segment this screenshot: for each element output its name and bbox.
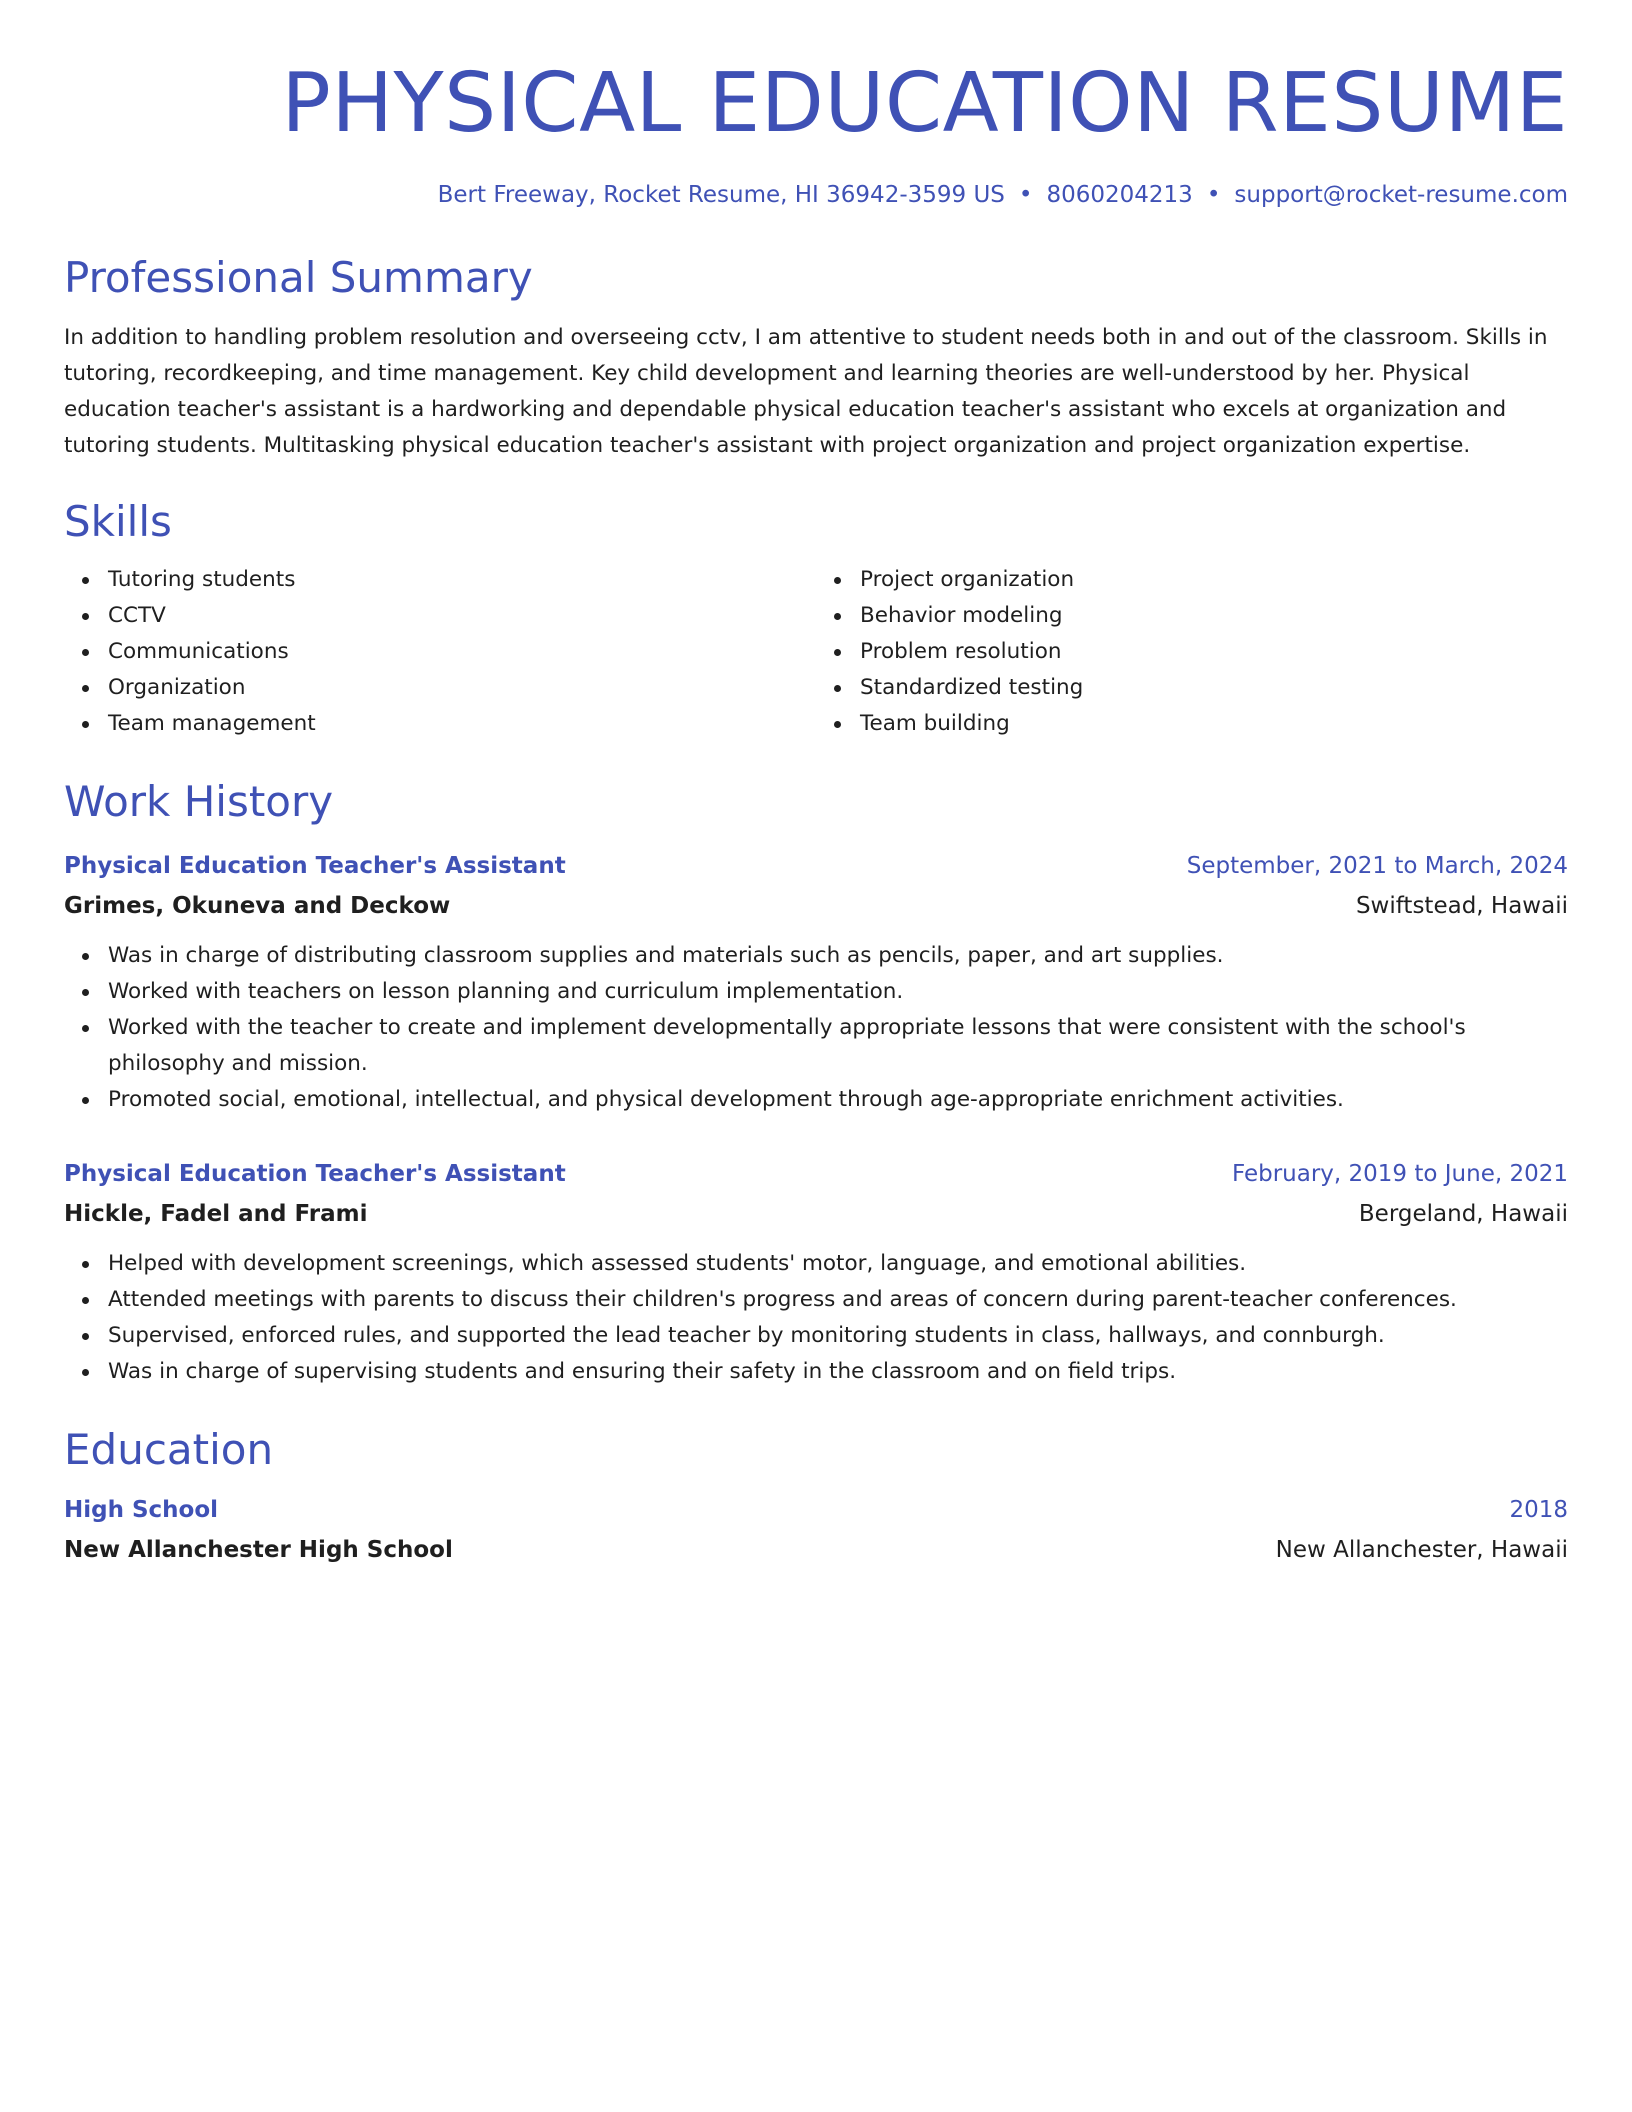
section-heading-summary: Professional Summary (64, 253, 533, 302)
job-duty-item: Worked with the teacher to create and implement developmentally appropriate lessons that were consistent with the school's philosophy and mission. (108, 1010, 1568, 1082)
skills-column-left (64, 562, 816, 742)
job-header-row (64, 846, 1568, 886)
education-school: New Allanchester High School (64, 1537, 453, 1563)
skills-section (64, 496, 1568, 742)
contact-separator: • (1206, 182, 1221, 208)
skill-item: Problem resolution (860, 634, 1568, 670)
job-duty-item: Supervised, enforced rules, and supported the lead teacher by monitoring students in class, hallways, and connburgh. (108, 1318, 1568, 1354)
skill-item: Project organization (860, 562, 1568, 598)
resume-header (64, 56, 1568, 210)
job-entry (64, 846, 1568, 1118)
job-duty-item: Was in charge of distributing classroom supplies and materials such as pencils, paper, and art supplies. (108, 938, 1568, 974)
job-location: Swiftstead, Hawaii (1355, 893, 1568, 919)
skill-item: CCTV (108, 598, 816, 634)
section-heading-education: Education (64, 1425, 274, 1474)
job-duty-item: Was in charge of supervising students and ensuring their safety in the classroom and on field trips. (108, 1354, 1568, 1390)
skill-item: Standardized testing (860, 670, 1568, 706)
summary-text: In addition to handling problem resolution and overseeing cctv, I am attentive to student needs both in and out of the classroom. Skills in tutoring, recordkeeping, and time management. Key child development and learning theories are well-understood by her. Physical education teacher's assistant is a hardworking and dependable physical education teacher's assistant who excels at organization and tutoring students. Multitasking physical education teacher's assistant with project organization and project organization expertise. (64, 325, 1548, 458)
skill-item: Behavior modeling (860, 598, 1568, 634)
professional-summary-section (64, 252, 1568, 464)
job-duty-item: Helped with development screenings, which assessed students' motor, language, and emotional abilities. (108, 1246, 1568, 1282)
contact-email[interactable]: support@rocket-resume.com (1234, 182, 1568, 208)
contact-address: Bert Freeway, Rocket Resume, HI 36942-3599 US (437, 182, 1005, 208)
job-location: Bergeland, Hawaii (1358, 1201, 1568, 1227)
skill-item: Team management (108, 706, 816, 742)
resume-title: PHYSICAL EDUCATION RESUME (281, 56, 1568, 151)
education-entry (64, 1490, 1568, 1570)
job-header-row (64, 1154, 1568, 1194)
job-duties-list (64, 938, 1568, 1118)
job-duty-item: Worked with teachers on lesson planning and curriculum implementation. (108, 974, 1568, 1010)
contact-separator: • (1018, 182, 1033, 208)
work-history-section (64, 776, 1568, 1390)
skills-grid (64, 562, 1568, 742)
contact-phone[interactable]: 8060204213 (1046, 182, 1193, 208)
section-heading-work-history: Work History (64, 777, 334, 826)
skill-item: Communications (108, 634, 816, 670)
job-entry (64, 1154, 1568, 1390)
education-school-row (64, 1530, 1568, 1570)
job-dates: February, 2019 to June, 2021 (1231, 1161, 1568, 1187)
job-dates: September, 2021 to March, 2024 (1186, 853, 1568, 879)
job-duties-list (64, 1246, 1568, 1390)
section-heading-skills: Skills (64, 497, 172, 546)
job-duty-item: Promoted social, emotional, intellectual, and physical development through age-appropriate enrichment activities. (108, 1082, 1568, 1118)
contact-line (64, 180, 1568, 210)
skill-item: Tutoring students (108, 562, 816, 598)
job-company-row (64, 886, 1568, 926)
job-duty-item: Attended meetings with parents to discuss their children's progress and areas of concern during parent-teacher conferences. (108, 1282, 1568, 1318)
skill-item: Organization (108, 670, 816, 706)
job-title: Physical Education Teacher's Assistant (64, 1161, 566, 1187)
education-section (64, 1424, 1568, 1570)
education-header-row (64, 1490, 1568, 1530)
education-year: 2018 (1509, 1497, 1568, 1523)
education-location: New Allanchester, Hawaii (1275, 1537, 1568, 1563)
skill-item: Team building (860, 706, 1568, 742)
job-title: Physical Education Teacher's Assistant (64, 853, 566, 879)
job-company: Grimes, Okuneva and Deckow (64, 893, 451, 919)
education-degree: High School (64, 1497, 219, 1523)
job-company-row (64, 1194, 1568, 1234)
job-company: Hickle, Fadel and Frami (64, 1201, 368, 1227)
skills-column-right (816, 562, 1568, 742)
